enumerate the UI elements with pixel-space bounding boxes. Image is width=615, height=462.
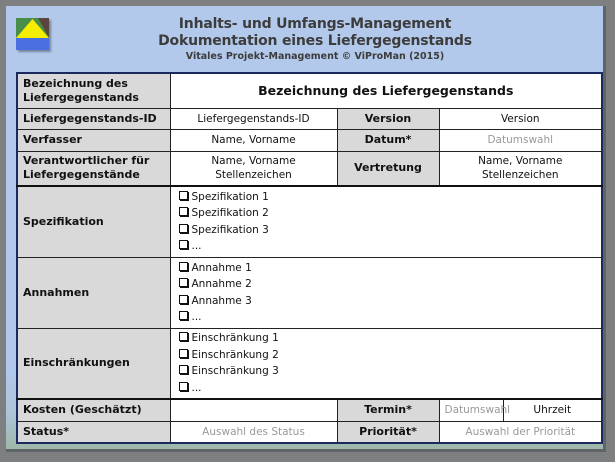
page-subtitle: Dokumentation eines Liefergegenstands — [158, 33, 472, 49]
page-header — [150, 16, 480, 63]
label-bezeichnung: Bezeichnung des Liefergegenstands — [17, 73, 170, 108]
row-kosten — [17, 399, 602, 421]
checklist-item[interactable]: Einschränkung 1 — [179, 330, 597, 347]
checklist-item[interactable]: Annahme 1 — [179, 260, 597, 277]
label-kosten: Kosten (Geschätzt) — [17, 399, 170, 421]
checkbox-icon[interactable] — [179, 191, 188, 200]
row-spezifikation — [17, 186, 602, 257]
label-spezifikation: Spezifikation — [17, 186, 170, 257]
row-verantwortlicher — [17, 151, 602, 186]
datum-picker[interactable]: Datumswahl — [439, 129, 602, 151]
id-field[interactable]: Liefergegenstands-ID — [170, 108, 337, 129]
verantwortlicher-field[interactable] — [170, 151, 337, 186]
version-field[interactable]: Version — [439, 108, 602, 129]
label-prioritaet: Priorität* — [337, 421, 439, 443]
checkbox-icon[interactable] — [179, 207, 188, 216]
row-id — [17, 108, 602, 129]
checkbox-icon[interactable] — [179, 224, 188, 233]
annahmen-list — [170, 257, 602, 328]
vertretung-name: Name, Vorname — [478, 155, 563, 168]
checklist-item[interactable]: Einschränkung 3 — [179, 363, 597, 380]
checklist-item[interactable]: Spezifikation 3 — [179, 222, 597, 239]
kosten-field[interactable] — [170, 399, 337, 421]
checkbox-icon[interactable] — [179, 311, 188, 320]
copyright-line: Vitales Projekt-Management © ViProMan (2015) — [185, 51, 445, 62]
row-status — [17, 421, 602, 443]
label-verantwortlicher: Verantwortlicher für Liefergegenstände — [17, 151, 170, 186]
label-verfasser: Verfasser — [17, 129, 170, 151]
checklist-item[interactable]: ... — [179, 238, 597, 255]
row-bezeichnung — [17, 73, 602, 108]
termin-date-picker[interactable]: Datumswahl — [439, 399, 503, 421]
checklist-item[interactable]: ... — [179, 380, 597, 397]
checklist-item[interactable]: Annahme 2 — [179, 276, 597, 293]
checkbox-icon[interactable] — [179, 278, 188, 287]
checkbox-icon[interactable] — [179, 349, 188, 358]
label-annahmen: Annahmen — [17, 257, 170, 328]
label-status: Status* — [17, 421, 170, 443]
verfasser-field[interactable]: Name, Vorname — [170, 129, 337, 151]
checklist-item[interactable]: ... — [179, 309, 597, 326]
row-einschraenkungen — [17, 328, 602, 399]
label-vertretung: Vertretung — [337, 151, 439, 186]
checklist-item[interactable]: Einschränkung 2 — [179, 347, 597, 364]
checkbox-icon[interactable] — [179, 262, 188, 271]
page-title: Inhalts- und Umfangs-Management — [178, 16, 452, 32]
vertretung-stelle: Stellenzeichen — [481, 169, 559, 182]
checkbox-icon[interactable] — [179, 382, 188, 391]
checkbox-icon[interactable] — [179, 332, 188, 341]
checklist-item[interactable]: Spezifikation 1 — [179, 189, 597, 206]
verantwortlicher-name: Name, Vorname — [211, 155, 296, 168]
row-annahmen — [17, 257, 602, 328]
row-verfasser — [17, 129, 602, 151]
label-datum: Datum* — [337, 129, 439, 151]
einschraenkungen-list — [170, 328, 602, 399]
vertretung-field[interactable] — [439, 151, 602, 186]
label-id: Liefergegenstands-ID — [17, 108, 170, 129]
label-version: Version — [337, 108, 439, 129]
spezifikation-list — [170, 186, 602, 257]
triangle-logo-icon — [16, 18, 49, 50]
deliverable-form-table — [16, 72, 603, 444]
verantwortlicher-stelle: Stellenzeichen — [215, 169, 292, 182]
label-termin: Termin* — [337, 399, 439, 421]
label-einschraenkungen: Einschränkungen — [17, 328, 170, 399]
checkbox-icon[interactable] — [179, 295, 188, 304]
checklist-item[interactable]: Spezifikation 2 — [179, 205, 597, 222]
checklist-item[interactable]: Annahme 3 — [179, 293, 597, 310]
bezeichnung-field[interactable]: Bezeichnung des Liefergegenstands — [170, 73, 602, 108]
checkbox-icon[interactable] — [179, 365, 188, 374]
prioritaet-select[interactable]: Auswahl der Priorität — [439, 421, 602, 443]
status-select[interactable]: Auswahl des Status — [170, 421, 337, 443]
termin-time-field[interactable]: Uhrzeit — [503, 399, 602, 421]
checkbox-icon[interactable] — [179, 240, 188, 249]
